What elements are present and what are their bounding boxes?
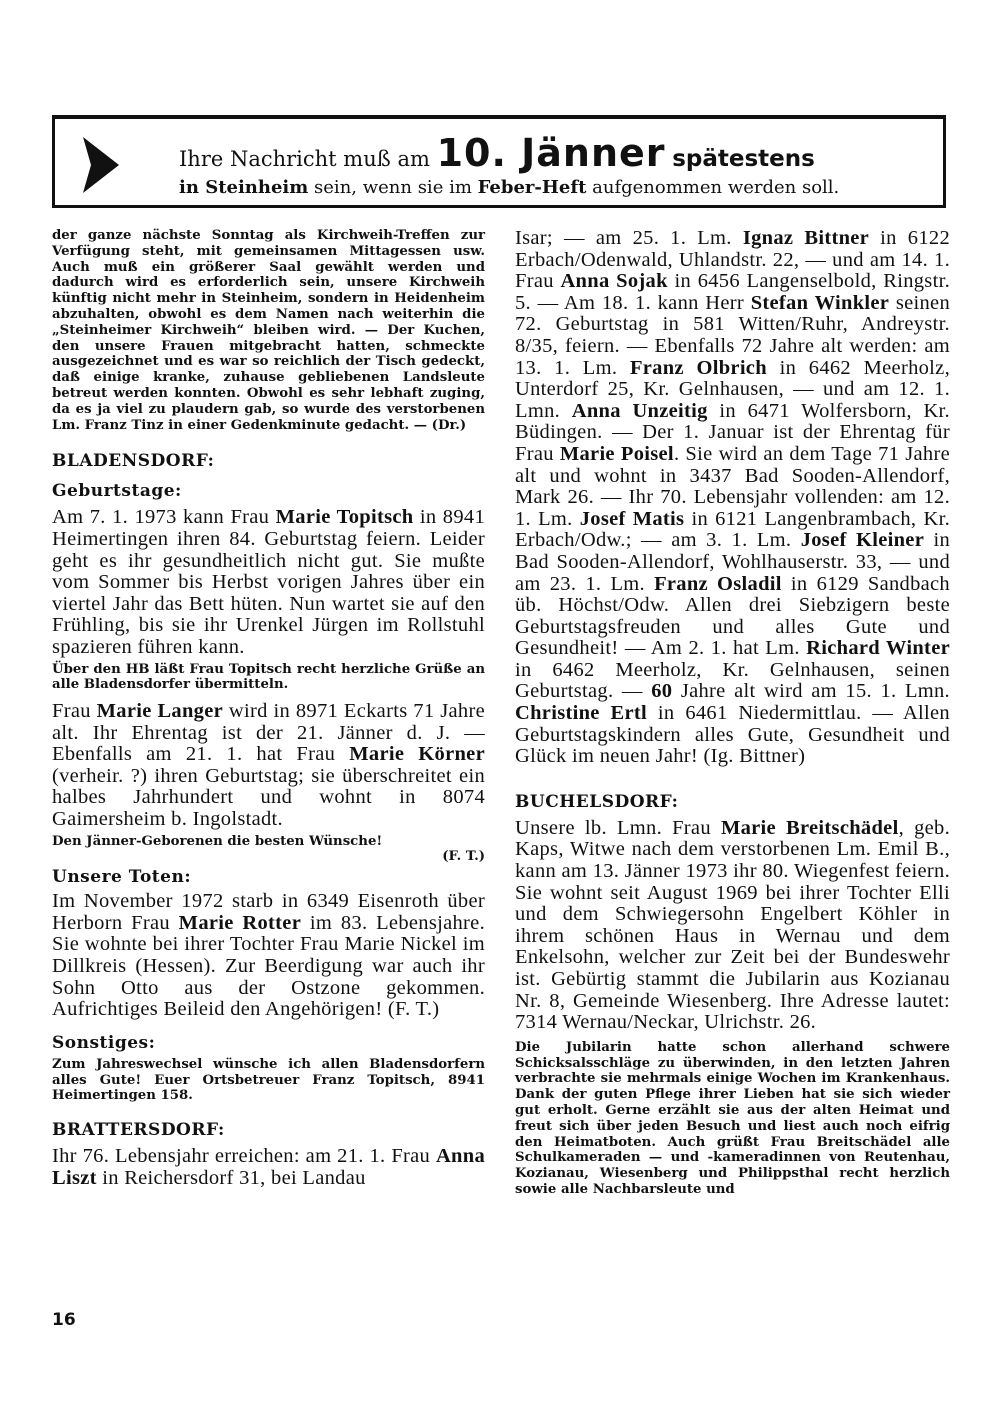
subheading-toten: Unsere Toten: [52,867,192,888]
subheading-sonstiges: Sonstiges: [52,1032,156,1053]
notice-late: spätestens [672,146,815,172]
section-heading-bladensdorf: BLADENSDORF: [52,451,215,472]
notice-line-1 [179,131,815,175]
note-wishes: Den Jänner-Geborenen die besten Wünsche! [52,833,383,849]
notice-pre: Ihre Nachricht muß am [179,147,430,171]
intro-paragraph: der ganze nächste Sonntag als Kirchweih-Treffen zur Verfügung steht, mit gemeinsamen Mittagessen usw. Auch muß ein größerer Saal gewählt werden und dadurch wird es erforderlich sein, unsere Kirchweih künftig nicht mehr in Steinheim, sondern in Heidenheim abzuhalten, obwohl es dem Namen nach weiterhin die „Steinheimer Kirchweih“ bleiben wird. — Der Kuchen, den unsere Frauen mitgebracht hatten, schmeckte ausgezeichnet und es war so reichlich der Tisch gedeckt, daß einige kranke, zuhause gebliebenen Landsleute betreut werden konnten. Obwohl es sehr lebhaft zuging, da es ja viel zu plaudern gab, so wurde des verstorbenen Lm. Franz Tinz in einer Gedenkminute gedacht. — (Dr.) [52,228,485,433]
section-heading-brattersdorf: BRATTERSDORF: [52,1120,225,1141]
notice-line-2 [179,177,839,198]
notice-end: aufgenommen werden soll. [592,177,840,198]
paragraph-rotter: Im November 1972 starb in 6349 Eisenroth über Herborn Frau Marie Rotter im 83. Lebensjahre. Sie wohnte bei ihrer Tochter Frau Marie Nickel im Dillkreis (Hessen). Zur Beerdigung war auch ihr Sohn Otto aus der Ostzone gekommen. Aufrichtiges Beileid den Angehörigen! (F. T.) [52,890,485,1021]
subheading-geburtstage: Geburtstage: [52,481,182,502]
right-column [515,228,950,1198]
paragraph-langer: Frau Marie Langer wird in 8971 Eckarts 71 Jahre alt. Ihr Ehrentag ist der 21. Jänner d. J. — Ebenfalls am 21. 1. hat Frau Marie Körner (verheir. ?) ihren Geburtstag; sie überschreitet ein halbes Jahrhundert und wohnt in 8074 Gaimersheim b. Ingolstadt. [52,700,485,831]
section-heading-buchelsdorf: BUCHELSDORF: [515,791,679,812]
arrow-right-icon [83,137,119,193]
paragraph-liszt: Ihr 76. Lebensjahr erreichen: am 21. 1. Frau Anna Liszt in Reichersdorf 31, bei Landau [52,1145,485,1189]
paragraph-topitsch: Am 7. 1. 1973 kann Frau Marie Topitsch in 8941 Heimertingen ihren 84. Geburtstag feiern. Leider geht es ihr gesundheitlich nicht gut. Sie mußte vom Sommer bis Herbst vorigen Jahres über ein viertel Jahr das Bett hüten. Nun wartet sie auf den Frühling, bis sie ihr Urenkel Jürgen im Rollstuhl spazieren führen kann. [52,506,486,658]
note-jubilarin: Die Jubilarin hatte schon allerhand schwere Schicksalsschläge zu überwinden, in den letzten Jahren verbrachte sie mehrmals einige Wochen im Krankenhaus. Dank der guten Pflege ihrer Lieben hat sie sich wieder gut erholt. Gerne erzählt sie aus der alten Heimat und freut sich über jeden Besuch und liest auch noch eifrig den Heimatboten. Auch grüßt Frau Breitschädel alle Schulkameraden — und -kameradinnen von Reutenhau, Kozianau, Wiesenberg und Philippsthal recht herzlich sowie alle Nachbarsleute und [515,1039,950,1197]
left-column [52,228,485,1189]
note-jahreswechsel: Zum Jahreswechsel wünsche ich allen Bladensdorfern alles Gute! Euer Ortsbetreuer Franz Topitsch, 8941 Heimertingen 158. [52,1056,485,1104]
deadline-notice-box [52,115,946,208]
notice-issue: Feber-Heft [477,177,587,198]
notice-mid: sein, wenn sie im [314,177,472,198]
paragraph-breitschaedel: Unsere lb. Lmn. Frau Marie Breitschädel, geb. Kaps, Witwe nach dem verstorbenen Lm. Emil B., kann am 13. Jänner 1973 ihr 80. Wiegenfest feiern. Sie wohnt seit August 1969 bei ihrer Tochter Elli und dem Schwiegersohn Engelbert Köhler in ihrem schönen Haus in Wernau und dem Enkelsohn, welcher zur Zeit bei der Bundeswehr ist. Gebürtig stammt die Jubilarin aus Kozianau Nr. 8, Gemeinde Wiesenberg. Ihre Adresse lautet: 7314 Wernau/Neckar, Ulrichstr. 26. [515,816,951,1034]
page-number: 16 [52,1310,76,1330]
note-topitsch: Über den HB läßt Frau Topitsch recht herzliche Grüße an alle Bladensdorfer übermitteln. [52,661,485,693]
paragraph-birthdays-continued: Isar; — am 25. 1. Lm. Ignaz Bittner in 6122 Erbach/Odenwald, Uhlandstr. 22, — und am 14. 1. Frau Anna Sojak in 6456 Langenselbold, Ringstr. 5. — Am 18. 1. kann Herr Stefan Winkler seinen 72. Geburtstag in 581 Witten/Ruhr, Andreystr. 8/35, feiern. — Ebenfalls 72 Jahre alt werden: am 13. 1. Lm. Franz Olbrich in 6462 Meerholz, Unterdorf 25, Kr. Gelnhausen, — und am 12. 1. Lmn. Anna Unzeitig in 6471 Wolfersborn, Kr. Büdingen. — Der 1. Januar ist der Ehrentag für Frau Marie Poisel. Sie wird an dem Tage 71 Jahre alt und wohnt in 3437 Bad Sooden-Allendorf, Mark 26. — Ihr 70. Lebensjahr vollenden: am 12. 1. Lm. Josef Matis in 6121 Langenbrambach, Kr. Erbach/Odw.; — am 3. 1. Lm. Josef Kleiner in Bad Sooden-Allendorf, Wohlhauserstr. 33, — und am 23. 1. Lm. Franz Osladil in 6129 Sandbach üb. Höchst/Odw. Allen drei Siebzigern beste Geburtstagsfreuden und alles Gute und Gesundheit! — Am 2. 1. hat Lm. Richard Winter in 6462 Meerholz, Kr. Gelnhausen, seinen Geburtstag. — 60 Jahre alt wird am 15. 1. Lmn. Christine Ertl in 6461 Niedermittlau. — Allen Geburtstagskindern alles Gute, Gesundheit und Glück im neuen Jahr! (Ig. Bittner) [515,227,950,768]
notice-date: 10. Jänner [436,131,666,175]
signature-ft: (F. T.) [442,849,485,865]
notice-place: in Steinheim [179,177,309,198]
